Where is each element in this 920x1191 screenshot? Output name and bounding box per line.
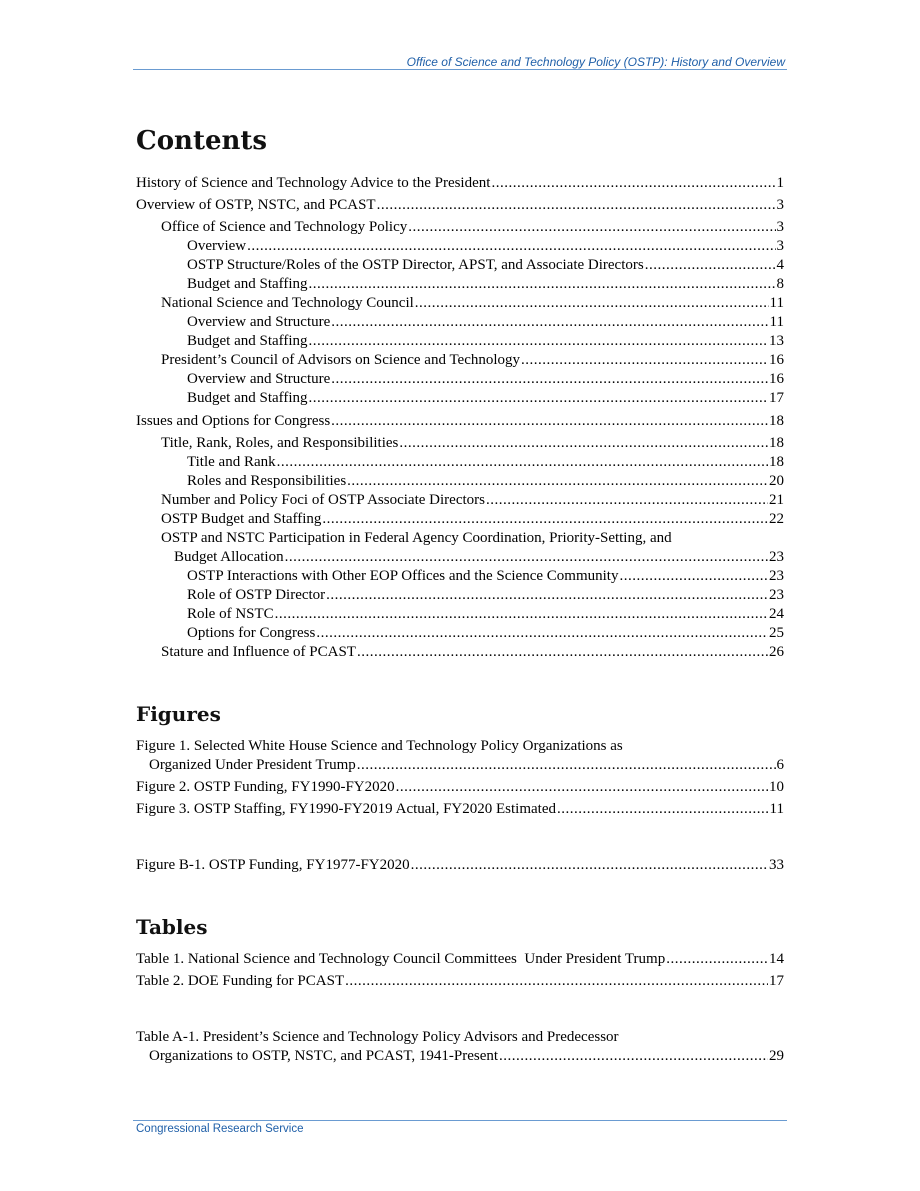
toc-entry[interactable]: Overview ..... 3	[187, 237, 784, 256]
toc-entry[interactable]: Overview and Structure ..... 16	[187, 370, 784, 389]
toc-entry[interactable]: OSTP Interactions with Other EOP Offices and the Science Community ..... 23	[187, 567, 784, 586]
toc-entry[interactable]: Role of NSTC ..... 24	[187, 605, 784, 624]
toc-entry[interactable]: Roles and Responsibilities ..... 20	[187, 472, 784, 491]
toc-entry[interactable]: Overview and Structure ..... 11	[187, 313, 784, 332]
toc-entry[interactable]: Budget Allocation ..... 23	[174, 548, 784, 567]
table-entry[interactable]: Table 2. DOE Funding for PCAST ..... 17	[136, 972, 784, 991]
toc-entry[interactable]: Budget and Staffing ..... 8	[187, 275, 784, 294]
footer-divider	[133, 1120, 787, 1121]
toc-entry-line1[interactable]: OSTP and NSTC Participation in Federal Agency Coordination, Priority-Setting, and	[161, 530, 672, 546]
toc-entry[interactable]: Budget and Staffing ..... 13	[187, 332, 784, 351]
table-entry[interactable]: Organizations to OSTP, NSTC, and PCAST, 1941-Present ..... 29	[149, 1047, 784, 1066]
figure-entry-line1[interactable]: Figure 1. Selected White House Science and Technology Policy Organizations as	[136, 738, 623, 754]
running-header: Office of Science and Technology Policy (OSTP): History and Overview	[406, 55, 785, 69]
toc-entry[interactable]: Title, Rank, Roles, and Responsibilities ..... 18	[161, 434, 784, 453]
toc-entry[interactable]: Options for Congress ..... 25	[187, 624, 784, 643]
toc-entry[interactable]: Office of Science and Technology Policy ..... 3	[161, 218, 784, 237]
figures-heading: Figures	[136, 702, 221, 726]
toc-entry[interactable]: Role of OSTP Director ..... 23	[187, 586, 784, 605]
header-divider	[133, 69, 787, 70]
toc-entry[interactable]: Budget and Staffing ..... 17	[187, 389, 784, 408]
toc-entry[interactable]: Title and Rank ..... 18	[187, 453, 784, 472]
toc-entry[interactable]: Number and Policy Foci of OSTP Associate Directors ..... 21	[161, 491, 784, 510]
figure-entry[interactable]: Organized Under President Trump ..... 6	[149, 756, 784, 775]
table-entry-line1[interactable]: Table A-1. President’s Science and Technology Policy Advisors and Predecessor	[136, 1029, 619, 1045]
figure-entry[interactable]: Figure 2. OSTP Funding, FY1990-FY2020 ..... 10	[136, 778, 784, 797]
toc-entry[interactable]: OSTP Budget and Staffing ..... 22	[161, 510, 784, 529]
contents-heading: Contents	[136, 126, 268, 156]
toc-entry[interactable]: Issues and Options for Congress ..... 18	[136, 412, 784, 431]
footer-org: Congressional Research Service	[136, 1123, 304, 1135]
toc-entry[interactable]: Stature and Influence of PCAST ..... 26	[161, 643, 784, 662]
figure-entry[interactable]: Figure B-1. OSTP Funding, FY1977-FY2020 ..... 33	[136, 856, 784, 875]
figure-entry[interactable]: Figure 3. OSTP Staffing, FY1990-FY2019 Actual, FY2020 Estimated ..... 11	[136, 800, 784, 819]
toc-entry[interactable]: National Science and Technology Council ..... 11	[161, 294, 784, 313]
toc-entry[interactable]: Overview of OSTP, NSTC, and PCAST ..... 3	[136, 196, 784, 215]
toc-entry[interactable]: President’s Council of Advisors on Science and Technology ..... 16	[161, 351, 784, 370]
toc-entry[interactable]: OSTP Structure/Roles of the OSTP Director, APST, and Associate Directors ..... 4	[187, 256, 784, 275]
table-entry[interactable]: Table 1. National Science and Technology Council Committees Under President Trump ..... 14	[136, 950, 784, 969]
toc-entry[interactable]: History of Science and Technology Advice to the President ..... 1	[136, 174, 784, 193]
tables-heading: Tables	[136, 915, 208, 939]
